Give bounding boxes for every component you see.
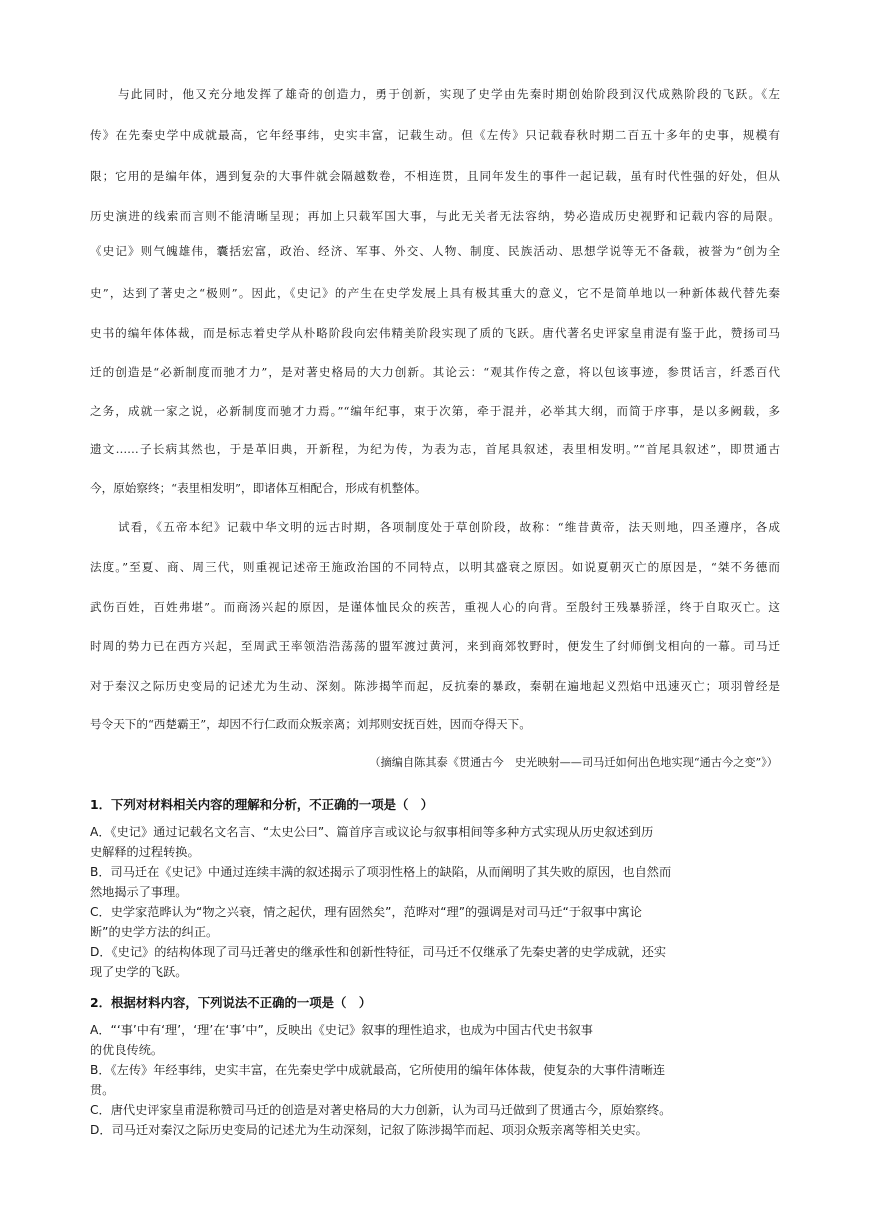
passage-line: 试看，《五帝本纪》记载中华文明的远古时期，各项制度处于草创阶段，故称：“维昔黄帝，法天则地，四圣遵序，各成 <box>118 520 780 534</box>
question-1-option-a: A．《史记》通过记载名文名言、“太史公曰”、篇首序言或议论与叙事相间等多种方式实现从历史叙述到历 <box>90 825 654 839</box>
question-2-option-b: B．《左传》年经事纬，史实丰富，在先秦史学中成就最高，它所使用的编年体体裁，使复杂的大事件清晰连 <box>90 1063 666 1077</box>
question-1-option-a: 史解释的过程转换。 <box>90 845 200 859</box>
passage-line: 限；它用的是编年体，遇到复杂的大事件就会隔越数卷，不相连贯，且同年发生的事件一起记载，虽有时代性强的好处，但从 <box>90 169 780 183</box>
passage-line: 史”，达到了著史之“极则”。因此，《史记》的产生在史学发展上具有极其重大的意义，它不是简单地以一种新体裁代替先秦 <box>90 286 780 300</box>
passage-line: 今，原始察终；“表里相发明”，即诸体互相配合，形成有机整体。 <box>90 481 427 495</box>
passage-line: 史书的编年体体裁，而是标志着史学从朴略阶段向宏伟精美阶段实现了质的飞跃。唐代著名史评家皇甫湜有鉴于此，赞扬司马 <box>90 326 780 340</box>
passage-line: 武伤百姓，百姓弗堪”。而商汤兴起的原因，是谨体恤民众的疾苦，重视人心的向背。至殷纣王残暴骄淫，终于自取灭亡。这 <box>90 600 780 614</box>
passage-line: 号令天下的“西楚霸王”，却因不行仁政而众叛亲离；刘邦则安抚百姓，因而夺得天下。 <box>90 717 531 731</box>
question-1-option-b: B．司马迁在《史记》中通过连续丰满的叙述揭示了项羽性格上的缺陷，从而阐明了其失败的原因，也自然而 <box>90 865 672 879</box>
passage-line: 法度。”至夏、商、周三代，则重视记述帝王施政治国的不同特点，以明其盛衰之原因。如说夏朝灭亡的原因是，“桀不务德而 <box>90 560 780 574</box>
passage-line: 与此同时，他又充分地发挥了雄奇的创造力，勇于创新，实现了史学由先秦时期创始阶段到汉代成熟阶段的飞跃。《左 <box>118 87 780 101</box>
passage-line: 时周的势力已在西方兴起，至周武王率领浩浩荡荡的盟军渡过黄河，来到商郊牧野时，便发生了纣师倒戈相向的一幕。司马迁 <box>90 639 780 653</box>
question-1-option-b: 然地揭示了事理。 <box>90 885 188 899</box>
question-1-option-c: C．史学家范晔认为“物之兴衰，情之起伏，理有固然矣”，范晔对“理”的强调是对司马迁“于叙事中寓论 <box>90 905 642 919</box>
passage-line: 遗文……子长病其然也，于是革旧典，开新程，为纪为传，为表为志，首尾具叙述，表里相发明。”“首尾具叙述”，即贯通古 <box>90 442 780 456</box>
question-2-option-a: A．“‘事’中有‘理’，‘理’在‘事’中”，反映出《史记》叙事的理性追求，也成为中国古代史书叙事 <box>90 1023 593 1037</box>
passage-line: 传》在先秦史学中成就最高，它年经事纬，史实丰富，记载生动。但《左传》只记载春秋时期二百五十多年的史事，规模有 <box>90 128 780 142</box>
passage-line: 之务，成就一家之说，必新制度而驰才力焉。”“编年纪事，束于次第，牵于混并，必举其大纲，而简于序事，是以多阙载，多 <box>90 404 780 418</box>
passage-source: （摘编自陈其泰《贯通古今 史光映射——司马迁如何出色地实现“通古今之变”》） <box>369 756 778 769</box>
question-2-option-c: C．唐代史评家皇甫湜称赞司马迁的创造是对著史格局的大力创新，认为司马迁做到了贯通古今，原始察终。 <box>90 1103 672 1117</box>
passage-line: 历史演进的线索而言则不能清晰呈现；再加上只载军国大事，与此无关者无法容纳，势必造成历史视野和记载内容的局限。 <box>90 209 780 223</box>
question-1-option-c: 断”的史学方法的纠正。 <box>90 925 219 939</box>
question-1-option-d: 现了史学的飞跃。 <box>90 965 188 979</box>
question-2-option-a: 的优良传统。 <box>90 1043 164 1057</box>
passage-line: 迁的创造是“必新制度而驰才力”，是对著史格局的大力创新。其论云：“观其作传之意，将以包该事迹，参贯话言，纤悉百代 <box>90 365 780 379</box>
question-2-option-b: 贯。 <box>90 1083 115 1097</box>
passage-line: 《史记》则气魄雄伟，囊括宏富，政治、经济、军事、外交、人物、制度、民族活动、思想学说等无不备载，被誉为“创为全 <box>90 244 780 258</box>
question-2-stem: 2．根据材料内容，下列说法不正确的一项是（ ） <box>90 995 372 1010</box>
passage-line: 对于秦汉之际历史变局的记述尤为生动、深刻。陈涉揭竿而起，反抗秦的暴政，秦朝在遍地起义烈焰中迅速灭亡；项羽曾经是 <box>90 679 780 693</box>
question-1-stem: 1．下列对材料相关内容的理解和分析，不正确的一项是（ ） <box>90 797 434 812</box>
question-1-option-d: D．《史记》的结构体现了司马迁著史的继承性和创新性特征，司马迁不仅继承了先秦史著的史学成就，还实 <box>90 945 667 959</box>
question-2-option-d: D．司马迁对秦汉之际历史变局的记述尤为生动深刻，记叙了陈涉揭竿而起、项羽众叛亲离等相关史实。 <box>90 1123 648 1137</box>
